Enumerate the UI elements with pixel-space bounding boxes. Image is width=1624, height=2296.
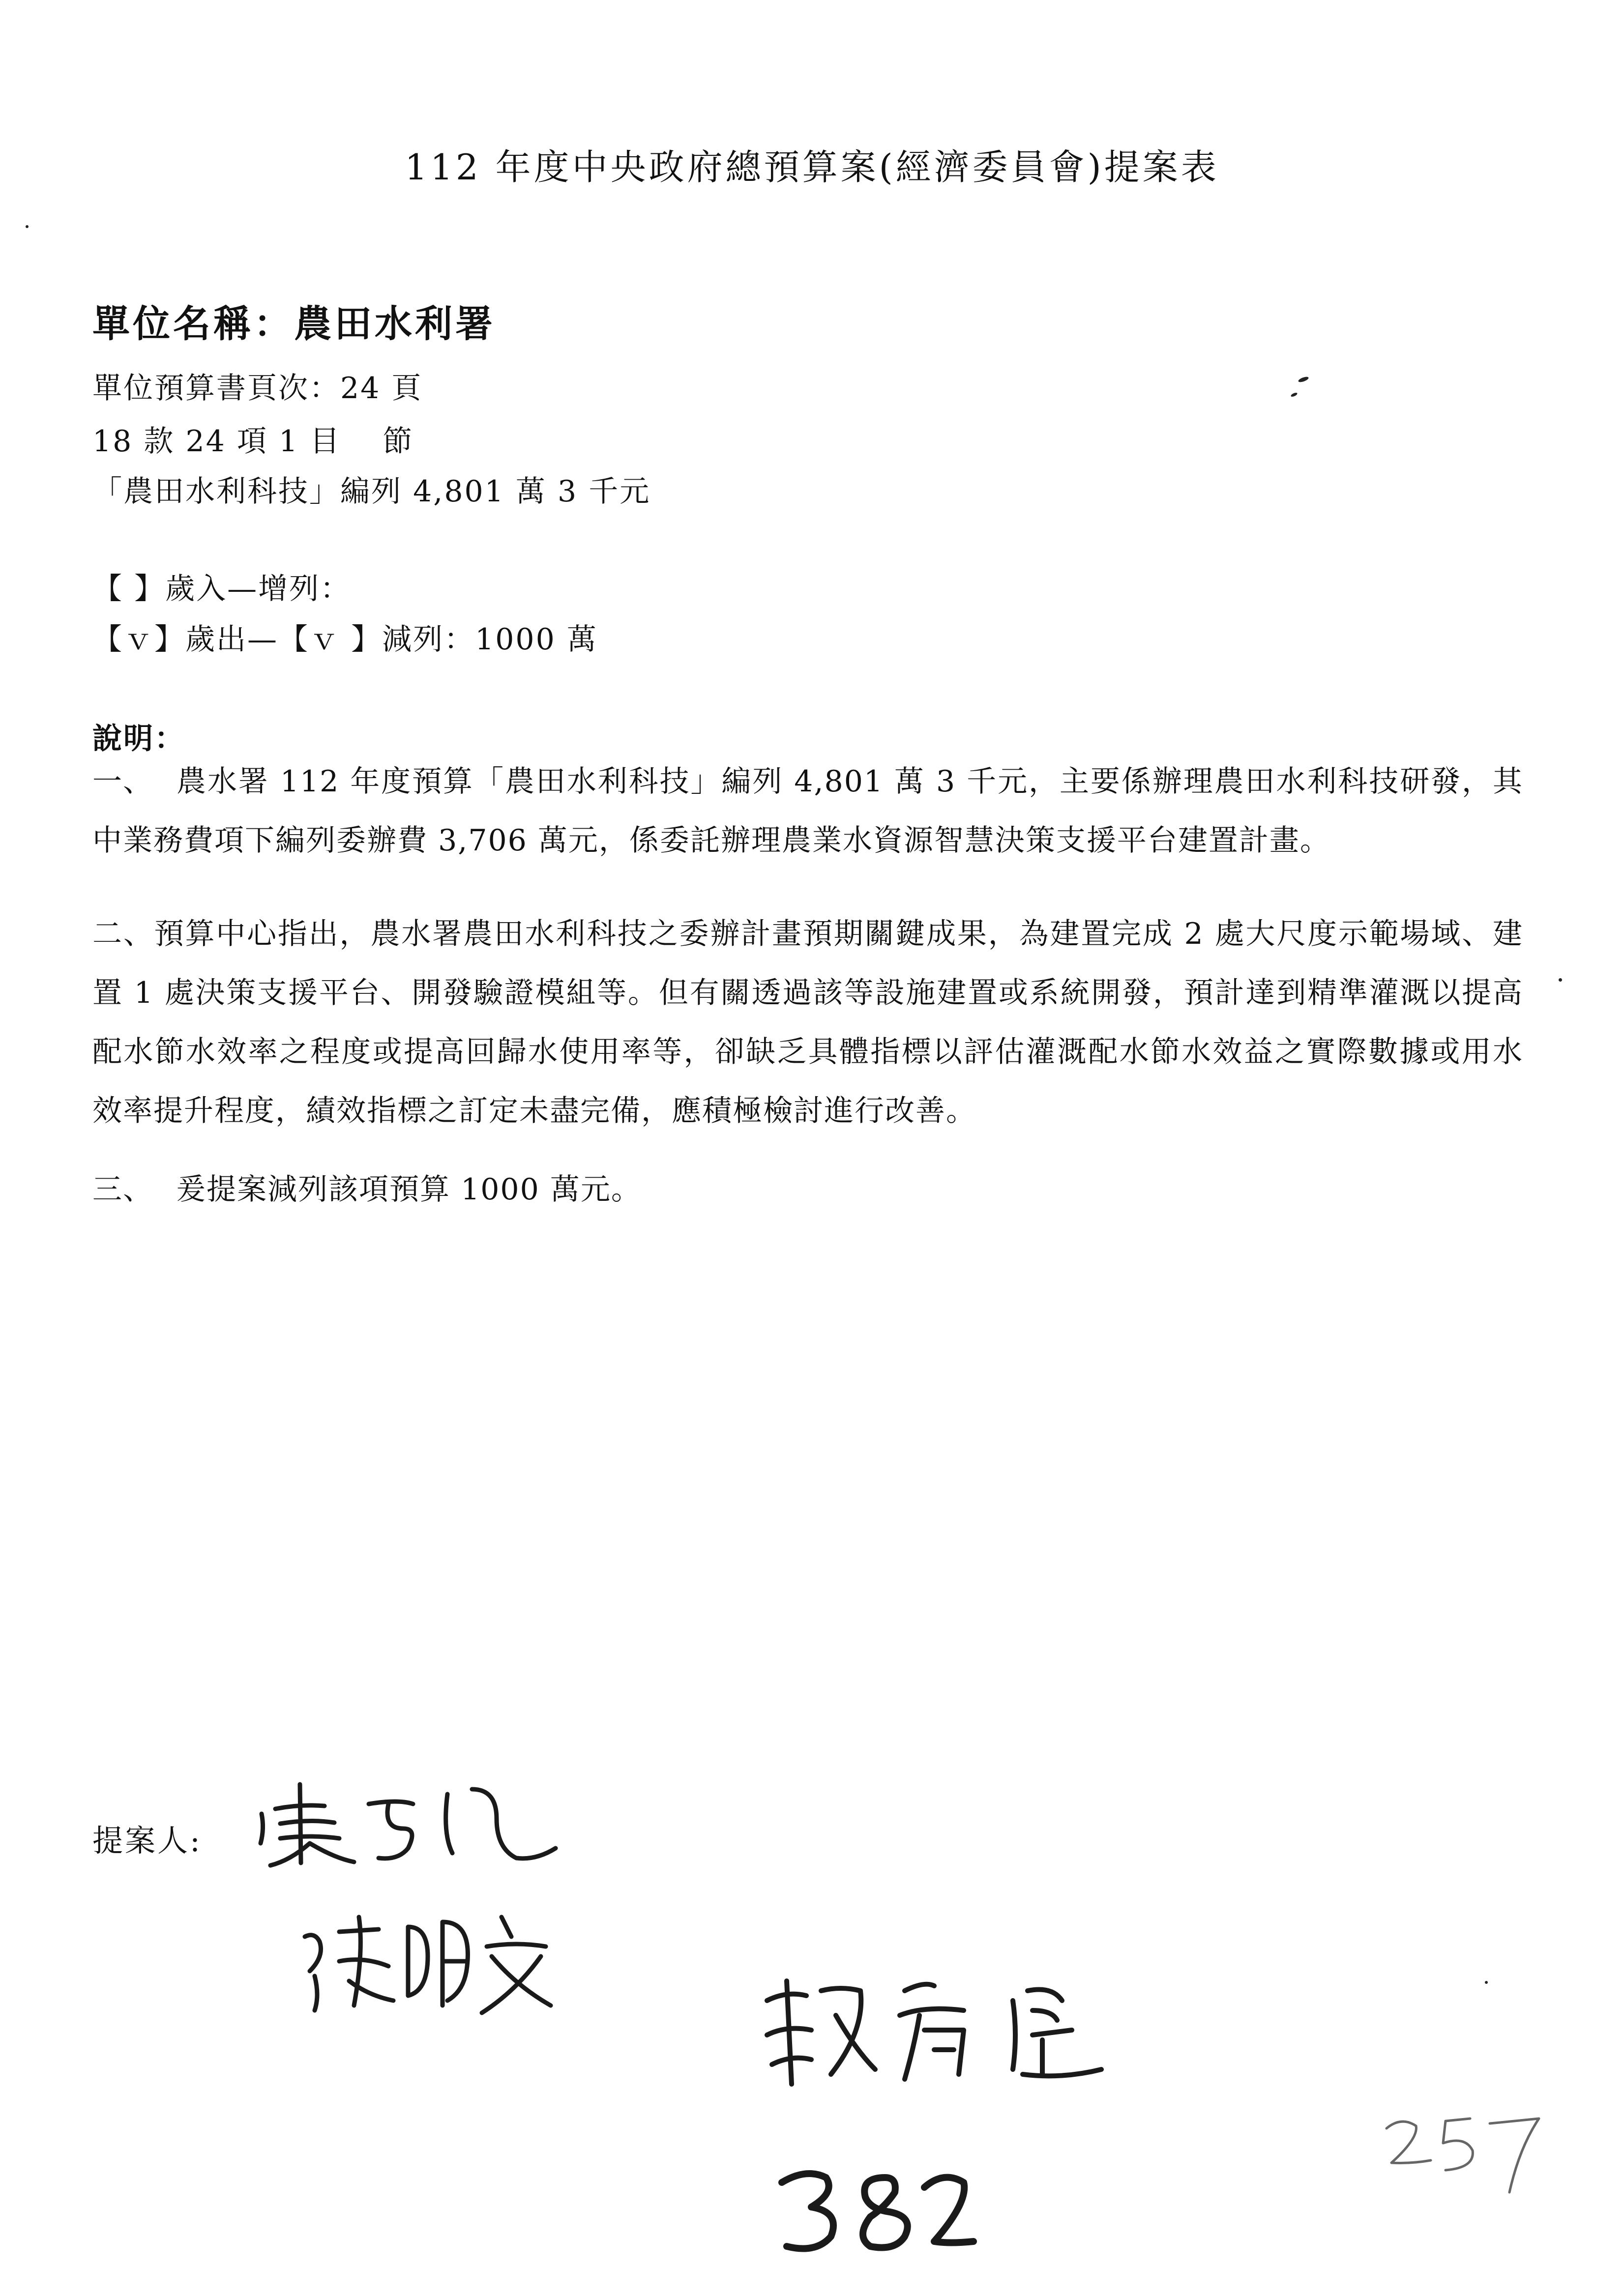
signature-1	[241, 1774, 575, 1873]
handwritten-page-number-small	[1377, 2109, 1554, 2197]
paragraph-1	[92, 752, 1523, 870]
scan-speck	[1559, 978, 1562, 982]
paragraph-label: 一、	[92, 764, 153, 799]
scan-speck	[1485, 1981, 1488, 1984]
paragraph-text: 農水署 112 年度預算「農田水利科技」編列 4,801 萬 3 千元，主要係辦理農田水利科技研發，其中業務費項下編列委辦費 3,706 萬元，係委託辦理農業水資源智慧決策支援平台建置計畫。	[92, 764, 1523, 858]
explanation-heading: 說明：	[92, 722, 185, 756]
section-code-line: 18 款 24 項 1 目 節	[92, 424, 414, 459]
handwritten-page-number-large	[772, 2163, 978, 2256]
paragraph-text: 二、預算中心指出，農水署農田水利科技之委辦計畫預期關鍵成果，為建置完成 2 處大尺度示範場域、建置 1 處決策支援平台、開發驗證模組等。但有關透過該等設施建置或系統開發，預計達到精準灌溉以提高配水節水效率之程度或提高回歸水使用率等，卻缺乏具體指標以評估灌溉配水節水效益之實際數據或用水效率提升程度，績效指標之訂定未盡完備，應積極檢討進行改善。	[92, 917, 1523, 1128]
proposer-label: 提案人:	[92, 1823, 202, 1859]
page-title: 112 年度中央政府總預算案(經濟委員會)提案表	[405, 146, 1219, 188]
signature-2	[295, 1907, 561, 2020]
scan-speck	[1290, 392, 1298, 397]
item-amount-line: 「農田水利科技」編列 4,801 萬 3 千元	[92, 474, 651, 509]
signature-3	[757, 1971, 1121, 2094]
scan-speck	[26, 225, 29, 228]
revenue-line: 【 】歲入—增列：	[92, 572, 352, 606]
paragraph-text: 爰提案減列該項預算 1000 萬元。	[176, 1172, 642, 1207]
paragraph-3	[92, 1160, 1523, 1219]
unit-name: 單位名稱：農田水利署	[92, 302, 496, 346]
paragraph-2	[92, 904, 1523, 1140]
scan-speck	[1298, 376, 1309, 383]
budget-page-line: 單位預算書頁次：24 頁	[92, 371, 423, 406]
expenditure-line: 【ｖ】歲出—【ｖ 】減列：1000 萬	[92, 622, 598, 657]
paragraph-label: 三、	[92, 1172, 153, 1207]
